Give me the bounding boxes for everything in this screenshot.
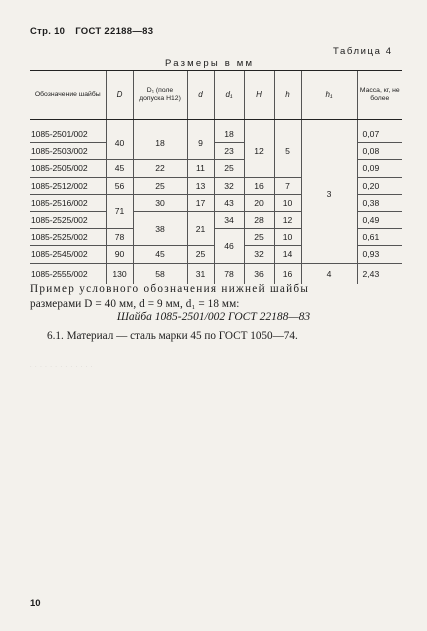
table-cell: 45 [133,246,187,263]
table-cell: 58 [133,263,187,284]
column-header: h [274,71,301,120]
table-row [30,263,402,284]
table-cell: 10 [274,229,301,246]
table-cell: 78 [106,229,133,246]
table-cell: 0,38 [357,194,402,211]
table-cell: 23 [214,143,244,160]
table-cell: 1085-2505/002 [30,160,106,177]
designation-formula: Шайба 1085-2501/002 ГОСТ 22188—83 [116,311,311,323]
table-cell: 46 [214,229,244,263]
table-cell: 130 [106,263,133,284]
table-row [30,120,402,143]
table-cell: 3 [301,120,357,264]
table-cell: 1085-2555/002 [30,263,106,284]
table-cell: 43 [214,194,244,211]
table-cell: 16 [274,263,301,284]
table-cell: 13 [187,177,214,194]
table-cell: 22 [133,160,187,177]
column-header: h₁ [301,71,357,120]
table-cell: 1085-2503/002 [30,143,106,160]
washer-dimensions-table [30,70,402,284]
table-cell: 2,43 [357,263,402,284]
units-caption: Размеры в мм [165,58,255,69]
table-cell: 45 [106,160,133,177]
table-cell: 30 [133,194,187,211]
column-header: d [187,71,214,120]
column-header: D₁ (поле допуска H12) [133,71,187,120]
column-header: d₁ [214,71,244,120]
column-header: D [106,71,133,120]
table-cell: 38 [133,211,187,245]
table-cell: 14 [274,246,301,263]
column-header: Обозначение шайбы [30,71,106,120]
table-cell: 28 [244,211,274,228]
table-cell: 1085-2545/002 [30,246,106,263]
table-cell: 0,09 [357,160,402,177]
bleed-through-text: · · · · · · · · · · · · · [30,364,94,370]
table-header-row [30,71,402,120]
table-cell: 7 [274,177,301,194]
table-cell: 0,20 [357,177,402,194]
table-cell: 56 [106,177,133,194]
table-cell: 1085-2516/002 [30,194,106,211]
column-header: Масса, кг, не более [357,71,402,120]
table-cell: 0,61 [357,229,402,246]
table-cell: 18 [133,120,187,160]
table-cell: 17 [187,194,214,211]
designation-example [30,282,402,312]
table-cell: 4 [301,263,357,284]
table-cell: 0,93 [357,246,402,263]
table-cell: 90 [106,246,133,263]
table-cell: 20 [244,194,274,211]
table-cell: 36 [244,263,274,284]
table-cell: 0,07 [357,120,402,143]
table-cell: 16 [244,177,274,194]
table-cell: 25 [214,160,244,177]
table-cell: 71 [106,194,133,228]
table-cell: 9 [187,120,214,160]
page-label: Стр. 10 [30,26,66,37]
table-cell: 1085-2512/002 [30,177,106,194]
page-number: 10 [30,598,41,609]
table-cell: 32 [214,177,244,194]
table-cell: 5 [274,120,301,178]
table-cell: 32 [244,246,274,263]
example-line-1: Пример условного обозначения нижней шайбы [30,283,310,295]
table-cell: 1085-2525/002 [30,229,106,246]
table-cell: 1085-2501/002 [31,129,88,140]
table-cell: 31 [187,263,214,284]
table-cell: 78 [214,263,244,284]
material-clause: 6.1. Материал — сталь марки 45 по ГОСТ 1050—74. [47,330,298,342]
table-cell: 12 [244,120,274,178]
table-cell: 1085-2525/002 [30,211,106,228]
table-cell: 25 [133,177,187,194]
example-line-2: размерами D = 40 мм, d = 9 мм, d₁ = 18 мм: [30,298,240,310]
table-cell: 12 [274,211,301,228]
table-cell: 10 [274,194,301,211]
standard-code: ГОСТ 22188—83 [75,26,154,37]
table-cell: 0,49 [357,211,402,228]
table-cell: 40 [106,120,133,160]
table-cell: 25 [187,246,214,263]
table-cell: 21 [187,211,214,245]
table-cell: 34 [214,211,244,228]
table-cell: 25 [244,229,274,246]
table-cell: 0,08 [357,143,402,160]
page-header [30,26,160,37]
table-label: Таблица 4 [333,46,393,57]
table-cell: 18 [214,120,244,143]
column-header: H [244,71,274,120]
table-cell: 11 [187,160,214,177]
